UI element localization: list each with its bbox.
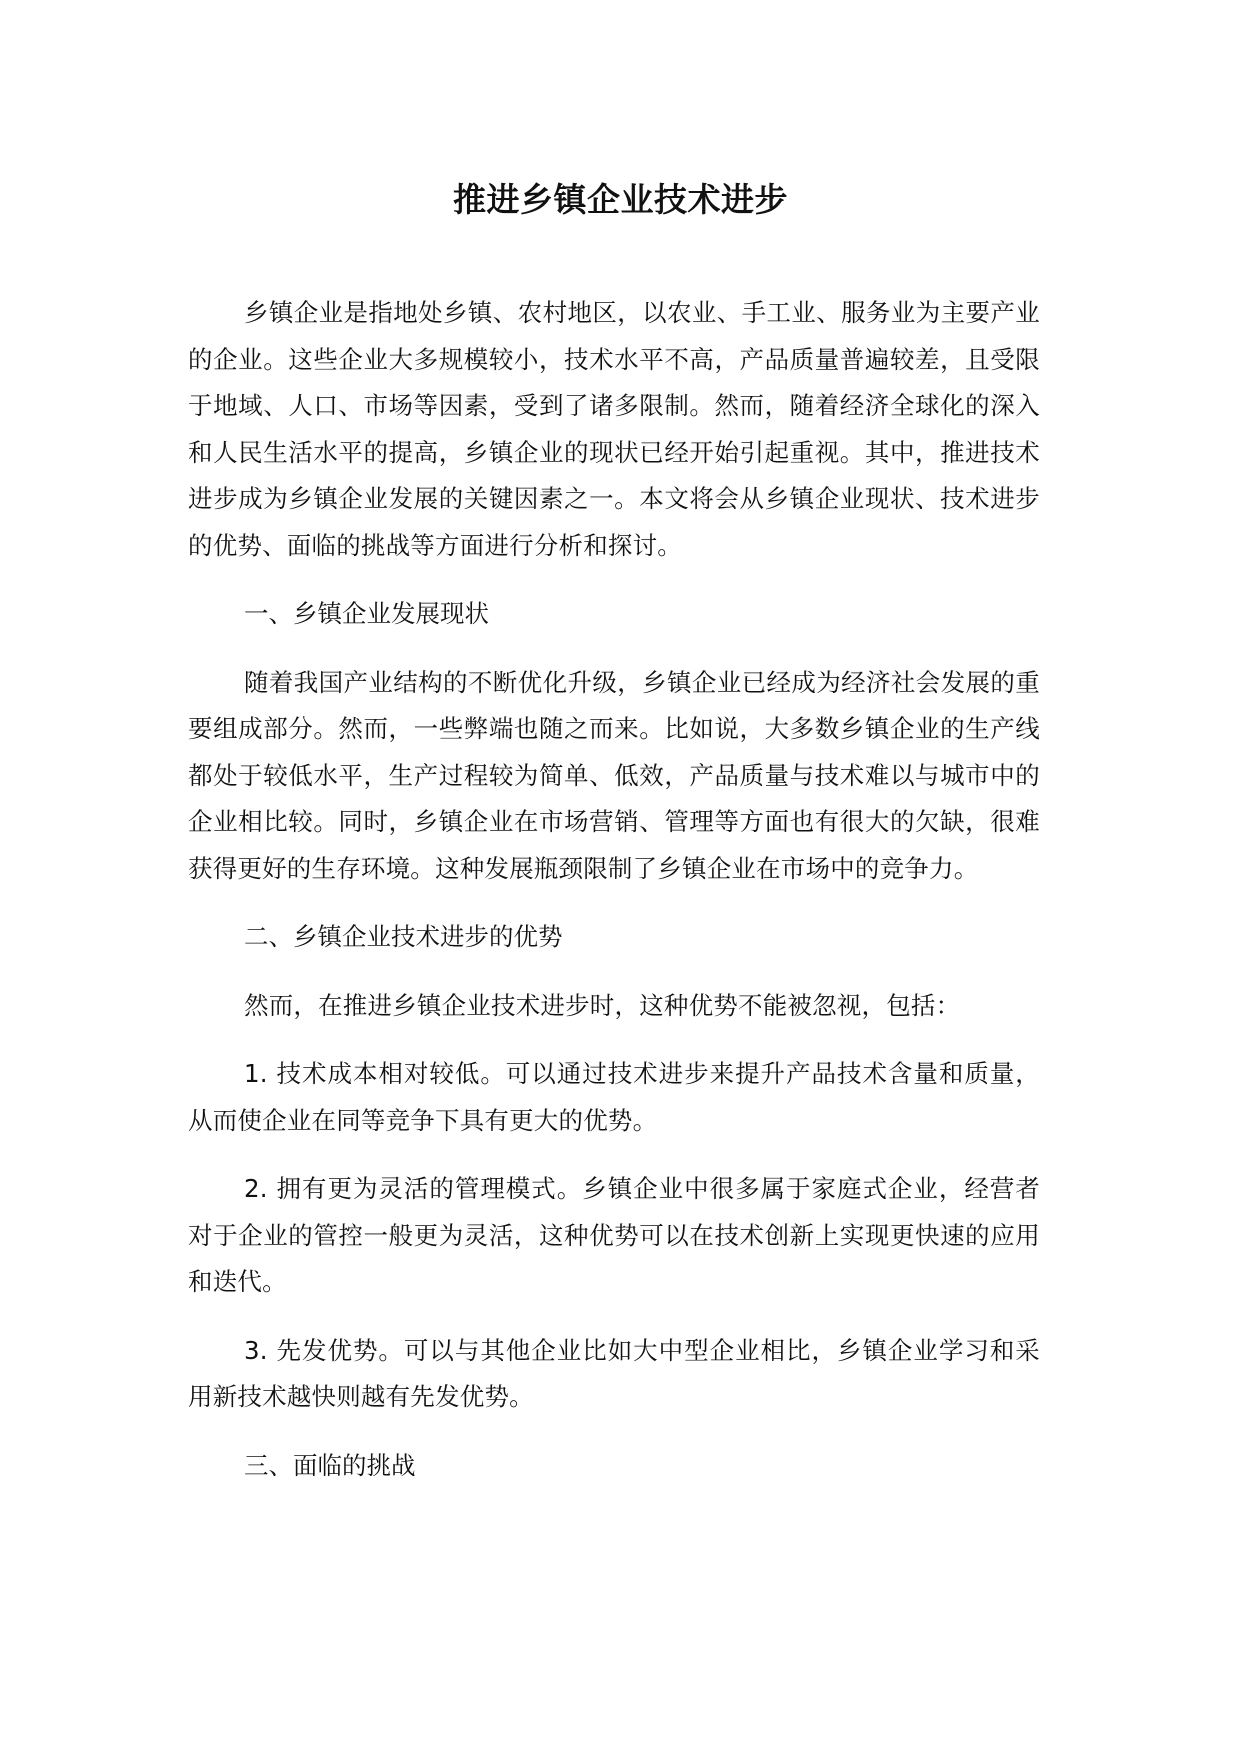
section-heading-2: 二、乡镇企业技术进步的优势: [244, 922, 563, 951]
advantage-item-1: 1. 技术成本相对较低。可以通过技术进步来提升产品技术含量和质量，从而使企业在同等竞争下具有更大的优势。: [188, 1059, 1040, 1135]
section1-paragraph: 随着我国产业结构的不断优化升级，乡镇企业已经成为经济社会发展的重要组成部分。然而，一些弊端也随之而来。比如说，大多数乡镇企业的生产线都处于较低水平，生产过程较为简单、低效，产品质量与技术难以与城市中的企业相比较。同时，乡镇企业在市场营销、管理等方面也有很大的欠缺，很难获得更好的生存环境。这种发展瓶颈限制了乡镇企业在市场中的竞争力。: [188, 667, 1040, 883]
intro-paragraph: 乡镇企业是指地处乡镇、农村地区，以农业、手工业、服务业为主要产业的企业。这些企业大多规模较小，技术水平不高，产品质量普遍较差，且受限于地域、人口、市场等因素，受到了诸多限制。然而，随着经济全球化的深入和人民生活水平的提高，乡镇企业的现状已经开始引起重视。其中，推进技术进步成为乡镇企业发展的关键因素之一。本文将会从乡镇企业现状、技术进步的优势、面临的挑战等方面进行分析和探讨。: [188, 298, 1040, 560]
section2-lead-paragraph: 然而，在推进乡镇企业技术进步时，这种优势不能被忽视，包括：: [244, 990, 961, 1020]
advantage-item-3: 3. 先发优势。可以与其他企业比如大中型企业相比，乡镇企业学习和采用新技术越快则越有先发优势。: [188, 1335, 1040, 1411]
section-heading-1: 一、乡镇企业发展现状: [244, 599, 489, 628]
document-title: 推进乡镇企业技术进步: [453, 180, 788, 219]
advantage-item-2: 2. 拥有更为灵活的管理模式。乡镇企业中很多属于家庭式企业，经营者对于企业的管控一般更为灵活，这种优势可以在技术创新上实现更快速的应用和迭代。: [188, 1174, 1040, 1296]
document-body: [188, 290, 1040, 1511]
section-heading-3: 三、面临的挑战: [244, 1450, 416, 1480]
